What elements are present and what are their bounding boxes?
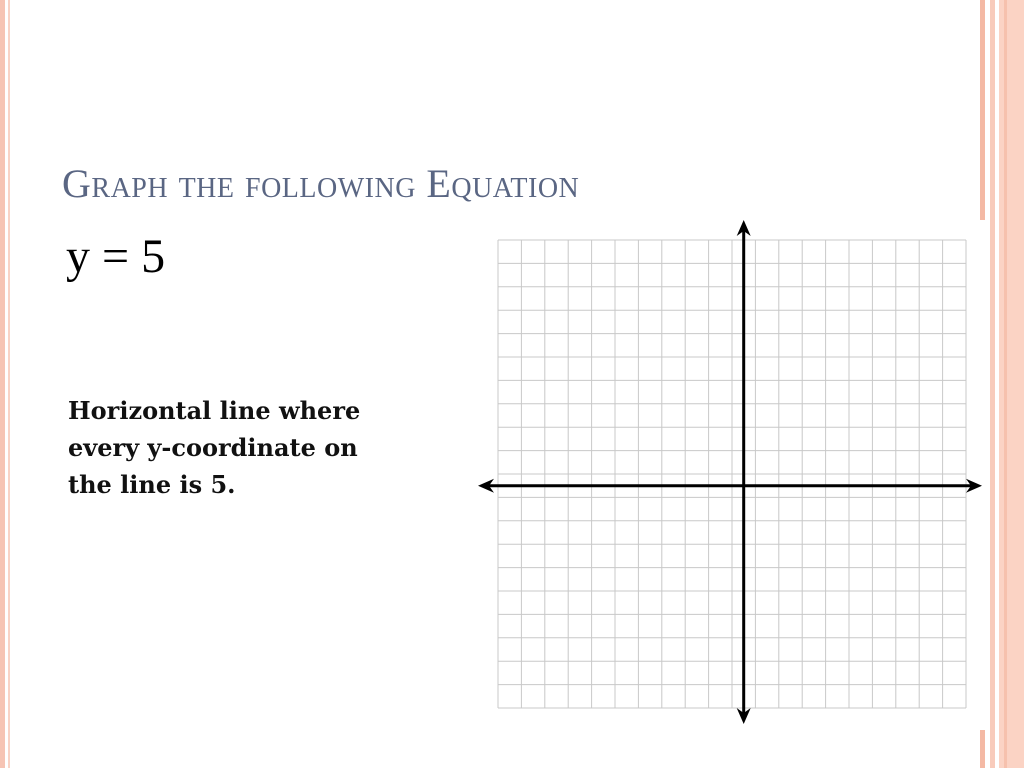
- right-border-stripe: [990, 0, 995, 768]
- grid-lines: [498, 240, 966, 708]
- left-border-stripe: [0, 0, 5, 768]
- right-border-stripe-upper: [980, 0, 985, 220]
- right-border-line: [1004, 0, 1007, 768]
- coordinate-grid: [470, 212, 990, 732]
- right-border-band: [999, 0, 1024, 768]
- axes: [478, 220, 982, 724]
- equation-text: y = 5: [66, 230, 166, 283]
- slide-title: Graph the following Equation: [62, 161, 580, 206]
- explanation-text: Horizontal line where every y-coordinate on the line is 5.: [68, 396, 361, 499]
- right-border-stripe-lower: [980, 730, 985, 768]
- left-border-line: [8, 0, 10, 768]
